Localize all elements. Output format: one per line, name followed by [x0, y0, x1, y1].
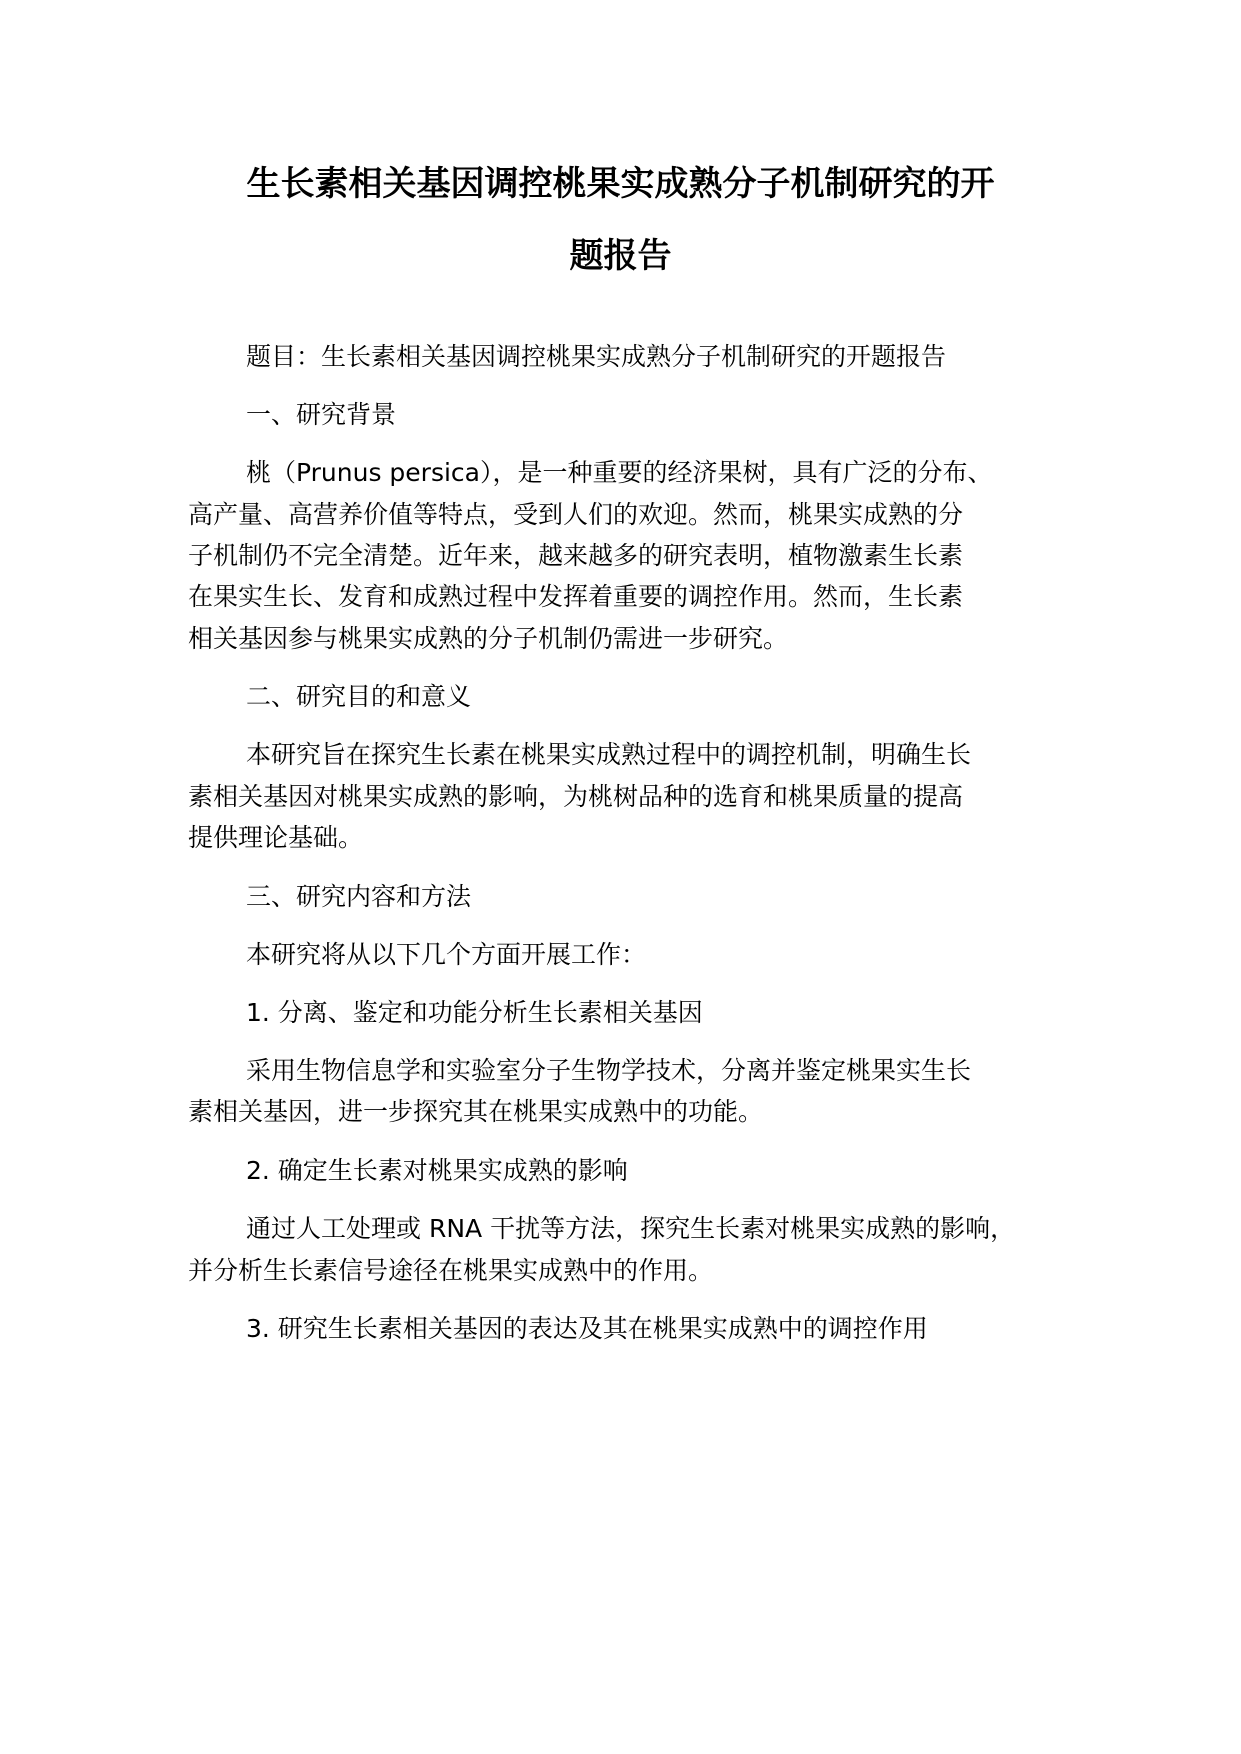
- section-heading-purpose: 二、研究目的和意义: [246, 682, 472, 711]
- section-heading-methods: 三、研究内容和方法: [246, 882, 472, 911]
- paragraph-line: 通过人工处理或 RNA 干扰等方法，探究生长素对桃果实成熟的影响，: [246, 1214, 1016, 1243]
- list-item-heading-3: 3. 研究生长素相关基因的表达及其在桃果实成熟中的调控作用: [246, 1314, 928, 1343]
- list-item-heading-1: 1. 分离、鉴定和功能分析生长素相关基因: [246, 998, 703, 1027]
- document-title-line-1: 生长素相关基因调控桃果实成熟分子机制研究的开: [246, 164, 995, 204]
- paragraph-line: 桃（Prunus persica），是一种重要的经济果树，具有广泛的分布、: [246, 458, 993, 487]
- paragraph-line: 高产量、高营养价值等特点，受到人们的欢迎。然而，桃果实成熟的分: [188, 500, 964, 529]
- paragraph-line: 提供理论基础。: [188, 823, 364, 852]
- subject-line: 题目：生长素相关基因调控桃果实成熟分子机制研究的开题报告: [246, 342, 947, 371]
- paragraph-line: 采用生物信息学和实验室分子生物学技术，分离并鉴定桃果实生长: [246, 1056, 972, 1085]
- paragraph-line: 子机制仍不完全清楚。近年来，越来越多的研究表明，植物激素生长素: [188, 541, 964, 570]
- paragraph-line: 相关基因参与桃果实成熟的分子机制仍需进一步研究。: [188, 624, 789, 653]
- section-heading-background: 一、研究背景: [246, 400, 397, 429]
- paragraph-line: 本研究将从以下几个方面开展工作：: [246, 940, 647, 969]
- paragraph-line: 在果实生长、发育和成熟过程中发挥着重要的调控作用。然而，生长素: [188, 582, 964, 611]
- paragraph-line: 并分析生长素信号途径在桃果实成熟中的作用。: [188, 1256, 714, 1285]
- paragraph-line: 素相关基因对桃果实成熟的影响，为桃树品种的选育和桃果质量的提高: [188, 782, 964, 811]
- list-item-heading-2: 2. 确定生长素对桃果实成熟的影响: [246, 1156, 628, 1185]
- paragraph-line: 素相关基因，进一步探究其在桃果实成熟中的功能。: [188, 1097, 764, 1126]
- document-title-line-2: 题报告: [569, 236, 672, 276]
- paragraph-line: 本研究旨在探究生长素在桃果实成熟过程中的调控机制，明确生长: [246, 740, 972, 769]
